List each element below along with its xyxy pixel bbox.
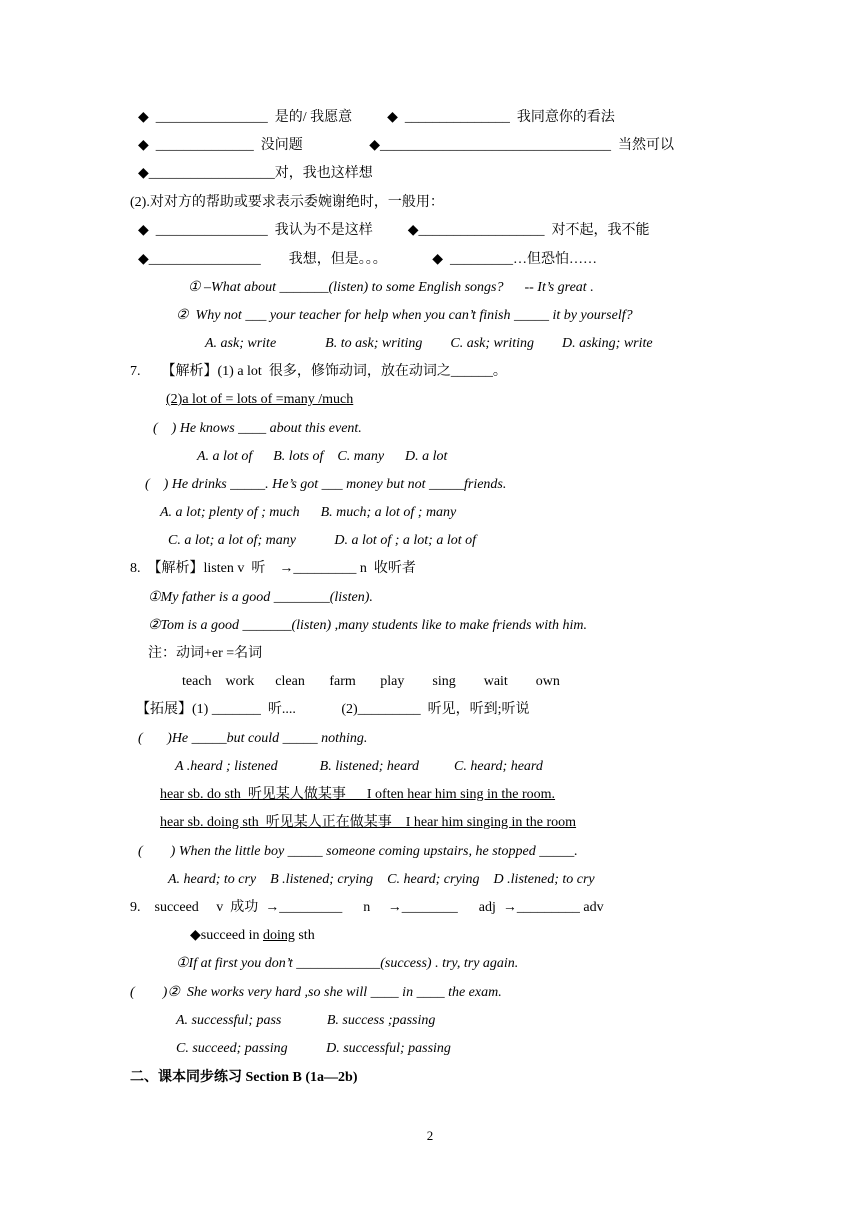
refusal-heading: (2).对对方的帮助或要求表示委婉谢绝时，一般用： <box>130 195 444 210</box>
phrase-line-2: ◆ ______________ 没问题 ◆_________________________________ 当然可以 <box>138 138 675 153</box>
item-8-analysis: 8. 【解析】listen v 听 →_________ n 收听者 <box>130 561 416 576</box>
exercise-1: ① –What about _______(listen) to some English songs? -- It’s great . <box>188 280 594 295</box>
hear-doing-usage: hear sb. doing sth 听见某人正在做某事 I hear him singing in the room <box>160 815 577 830</box>
hear-do-usage: hear sb. do sth 听见某人做某事 I often hear him sing in the room. <box>160 787 556 802</box>
exercise-listener-2: ②Tom is a good _______(listen) ,many students like to make friends with him. <box>148 618 588 633</box>
extension-line: 【拓展】(1) _______ 听.... (2)_________ 听见，听到;听说 <box>136 702 530 717</box>
question-heard-2-options: A. heard; to cry B .listened; crying C. heard; crying D .listened; to cry <box>168 872 595 887</box>
question-a-lot-2: ( ) He drinks _____. He’s got ___ money but not _____friends. <box>145 477 507 492</box>
verb-list: teach work clean farm play sing wait own <box>182 674 560 689</box>
question-succeed-2: ( )② She works very hard ,so she will ____ in ____ the exam. <box>130 985 502 1000</box>
exercise-2: ② Why not ___ your teacher for help when you can’t finish _____ it by yourself? <box>176 308 633 323</box>
question-heard-1-options: A .heard ; listened B. listened; heard C. heard; heard <box>175 759 543 774</box>
exercise-success-1: ①If at first you don’t ____________(success) . try, try again. <box>176 956 519 971</box>
question-heard-2: ( ) When the little boy _____ someone coming upstairs, he stopped _____. <box>138 844 578 859</box>
question-a-lot-2-options-b: C. a lot; a lot of; many D. a lot of ; a lot; a lot of <box>168 533 476 548</box>
question-a-lot-2-options-a: A. a lot; plenty of ; much B. much; a lot of ; many <box>160 505 457 520</box>
item-7-analysis: 7. 【解析】(1) a lot 很多，修饰动词，放在动词之______。 <box>130 364 507 379</box>
phrase-line-6: ◆________________ 我想，但是。。。 ◆ _________…但恐怕…… <box>138 252 598 267</box>
phrase-line-3: ◆__________________对，我也这样想 <box>138 166 373 181</box>
section-heading: 二、课本同步练习 Section B (1a—2b) <box>130 1070 358 1085</box>
succeed-in-text: ◆succeed in <box>190 928 263 943</box>
question-heard-1: ( )He _____but could _____ nothing. <box>138 731 368 746</box>
exercise-listener-1: ①My father is a good ________(listen). <box>148 590 373 605</box>
note-verb-er: 注：动词+er =名词 <box>148 646 263 661</box>
page-number: 2 <box>426 1128 434 1143</box>
a-lot-of-equivalents: (2)a lot of = lots of =many /much <box>166 392 354 407</box>
question-succeed-2-options-b: C. succeed; passing D. successful; passing <box>176 1041 451 1056</box>
sth-text: sth <box>294 928 315 943</box>
item-9-succeed: 9. succeed v 成功 →_________ n →________ adj →_________ adv <box>130 900 604 915</box>
exercise-2-options: A. ask; write B. to ask; writing C. ask; writing D. asking; write <box>205 336 653 351</box>
question-a-lot-1: ( ) He knows ____ about this event. <box>153 421 362 436</box>
question-a-lot-1-options: A. a lot of B. lots of C. many D. a lot <box>197 449 448 464</box>
succeed-in-usage <box>190 926 315 946</box>
phrase-line-5: ◆ ________________ 我认为不是这样 ◆__________________ 对不起，我不能 <box>138 223 650 238</box>
doing-underlined: doing <box>262 928 295 943</box>
phrase-line-1: ◆ ________________ 是的/ 我愿意 ◆ _______________ 我同意你的看法 <box>138 110 615 125</box>
question-succeed-2-options-a: A. successful; pass B. success ;passing <box>176 1013 436 1028</box>
